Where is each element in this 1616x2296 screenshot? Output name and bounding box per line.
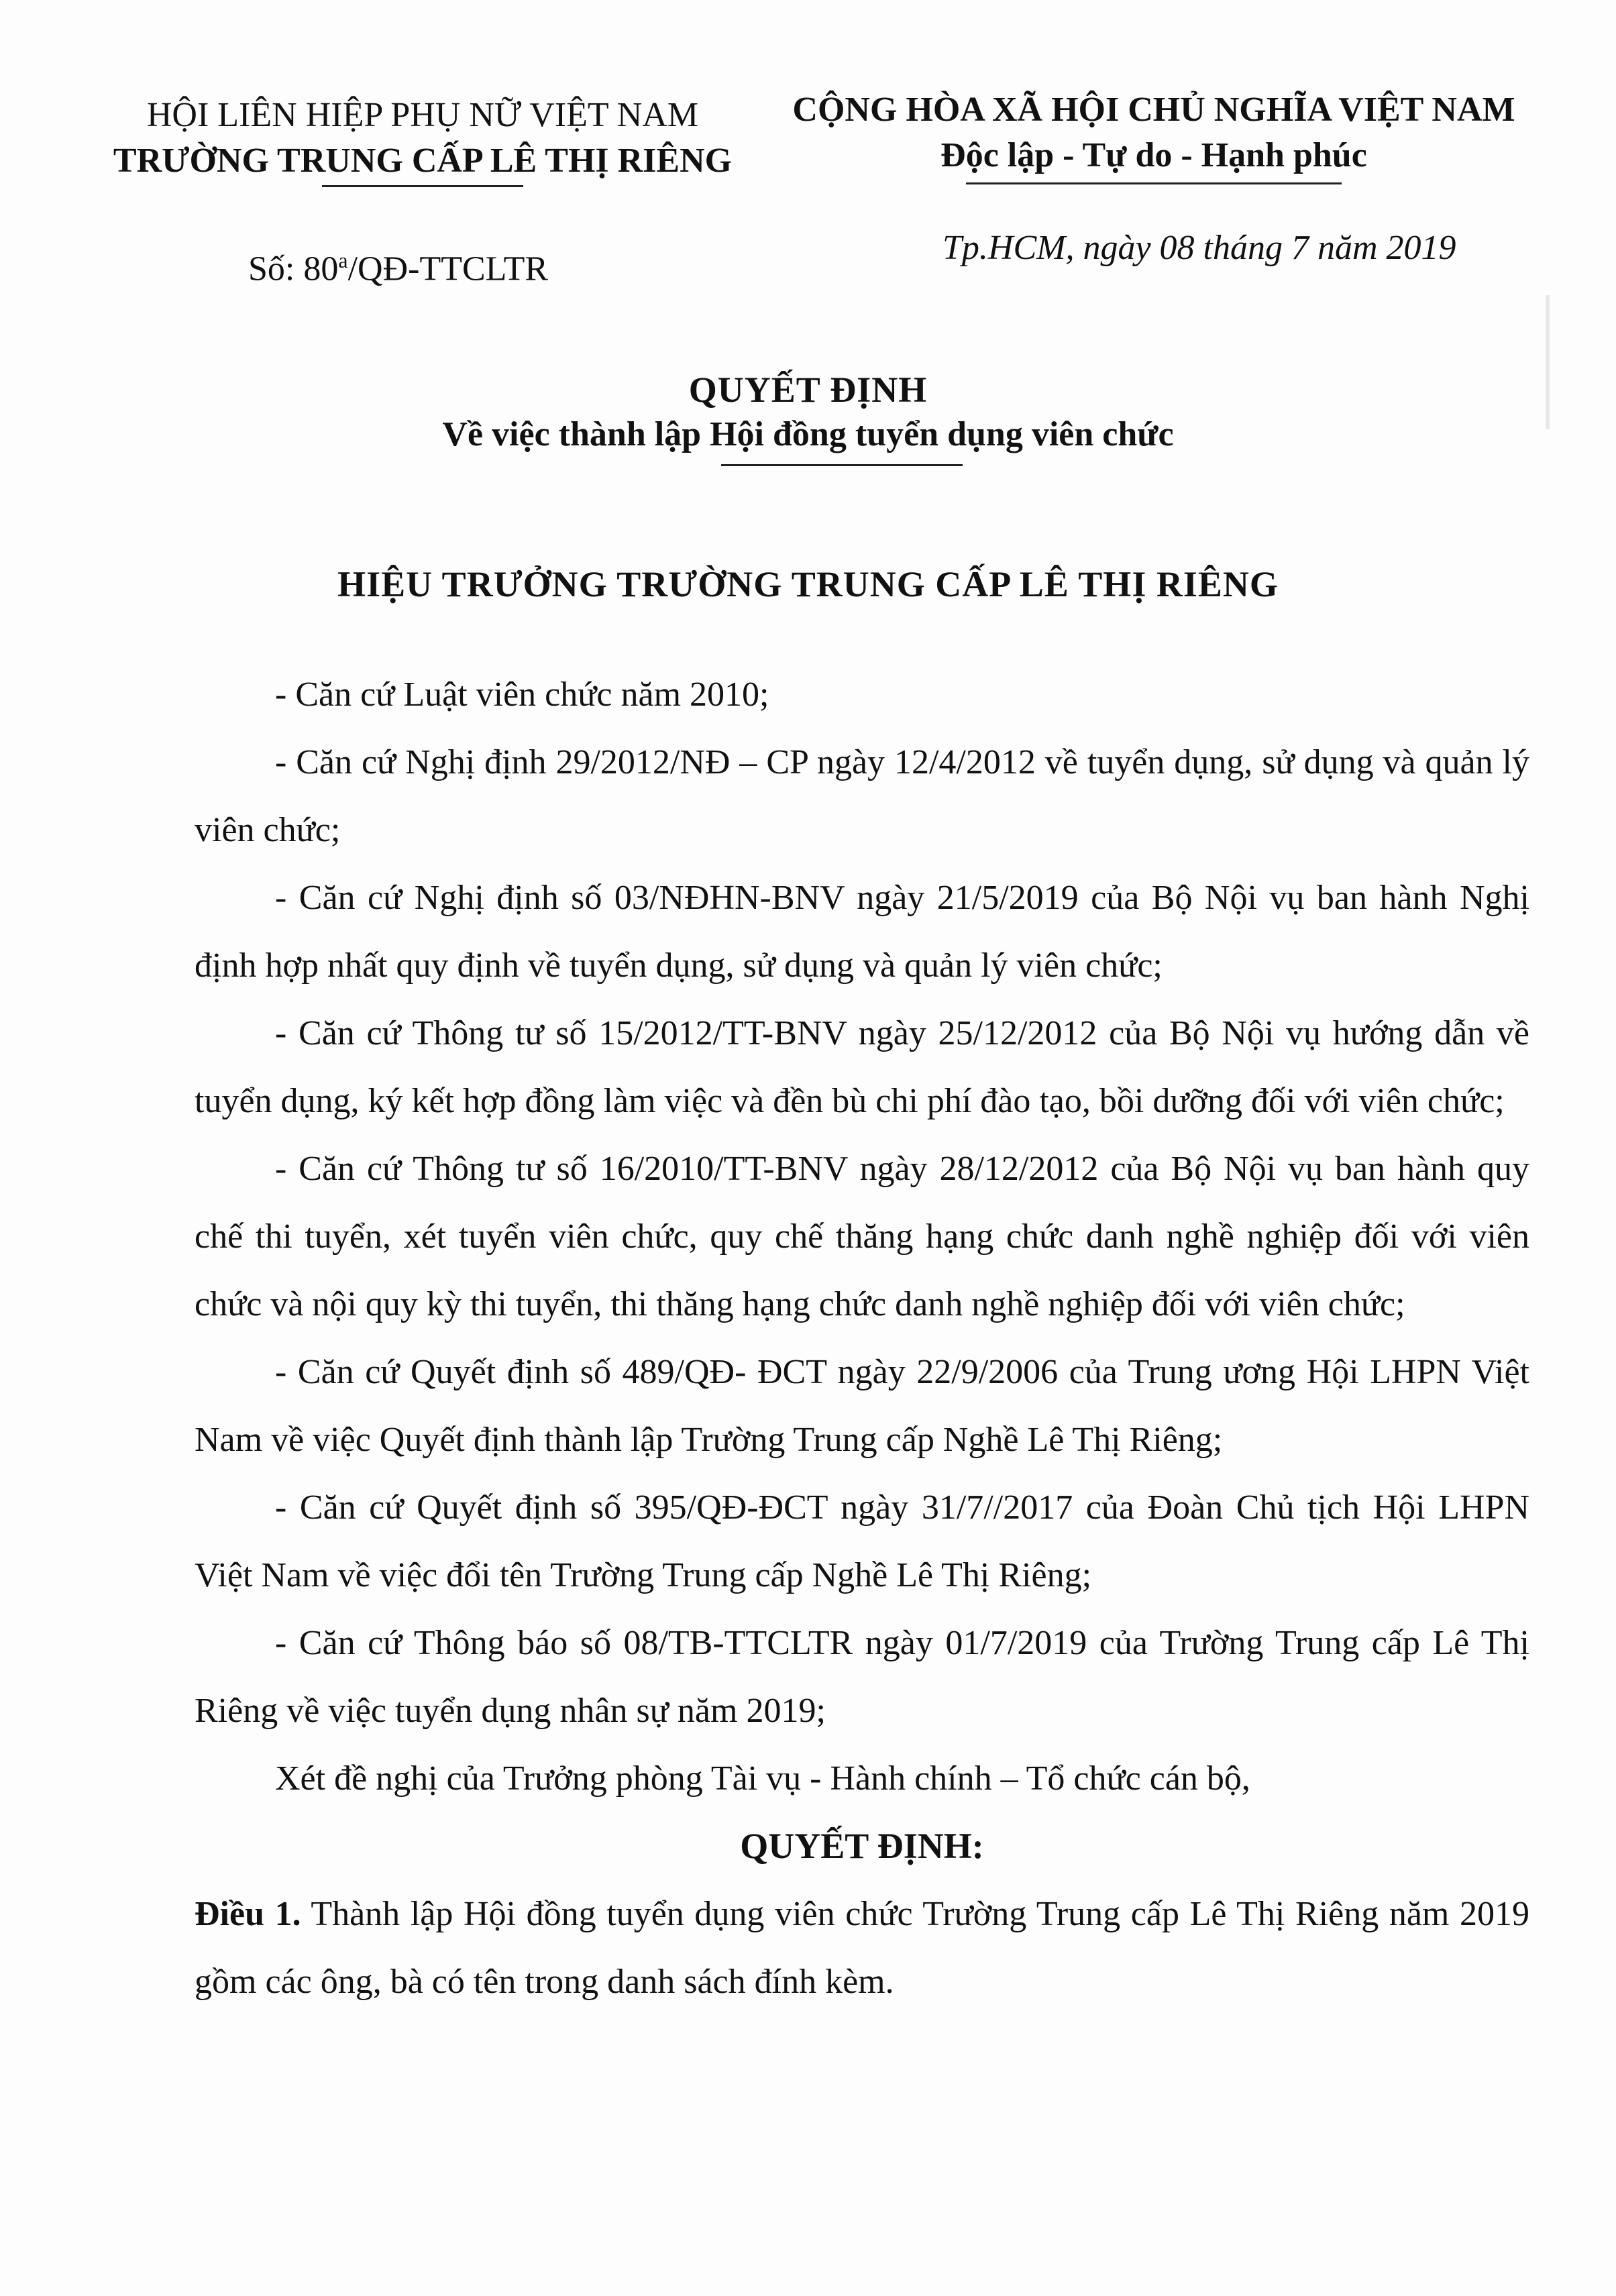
issuing-authority: HIỆU TRƯỞNG TRƯỜNG TRUNG CẤP LÊ THỊ RIÊNG	[337, 564, 1279, 604]
decision-heading: QUYẾT ĐỊNH:	[740, 1826, 984, 1866]
proposal-line: Xét đề nghị của Trưởng phòng Tài vụ - Hành chính – Tổ chức cán bộ,	[275, 1759, 1250, 1798]
article-1-text: Thành lập Hội đồng tuyển dụng viên chức Trường Trung cấp Lê Thị Riêng năm 2019 gồm các ông, bà có tên trong danh sách đính kèm.	[195, 1895, 1529, 2001]
country-name: CỘNG HÒA XÃ HỘI CHỦ NGHĨA VIỆT NAM	[792, 91, 1515, 129]
document-type-title: QUYẾT ĐỊNH	[688, 370, 928, 410]
national-motto: Độc lập - Tự do - Hạnh phúc	[940, 136, 1367, 174]
legal-ground: - Căn cứ Thông tư số 15/2012/TT-BNV ngày 25/12/2012 của Bộ Nội vụ hướng dẫn về tuyển dụng, ký kết hợp đồng làm việc và đền bù chi phí đào tạo, bồi dưỡng đối với viên chức;	[195, 1014, 1529, 1120]
margin-mark-icon	[1536, 295, 1563, 429]
legal-ground: - Căn cứ Luật viên chức năm 2010;	[275, 675, 769, 714]
organization-name: TRƯỜNG TRUNG CẤP LÊ THỊ RIÊNG	[113, 142, 733, 180]
article-1	[195, 1880, 1529, 2016]
subject-underline	[721, 464, 963, 466]
organization-underline	[322, 185, 523, 187]
document-body	[195, 661, 1529, 2016]
motto-underline	[966, 182, 1342, 184]
document-number-prefix: Số: 80	[248, 250, 339, 288]
legal-ground: - Căn cứ Thông báo số 08/TB-TTCLTR ngày 01/7/2019 của Trường Trung cấp Lê Thị Riêng về việc tuyển dụng nhân sự năm 2019;	[195, 1624, 1529, 1730]
national-header-block	[765, 87, 1543, 184]
place-and-date: Tp.HCM, ngày 08 tháng 7 năm 2019	[942, 229, 1456, 267]
document-subject: Về việc thành lập Hội đồng tuyển dụng viên chức	[442, 415, 1174, 453]
legal-ground: - Căn cứ Quyết định số 489/QĐ- ĐCT ngày 22/9/2006 của Trung ương Hội LHPN Việt Nam về việc Quyết định thành lập Trường Trung cấp Nghề Lê Thị Riêng;	[195, 1353, 1529, 1459]
issuing-organization-block	[101, 93, 745, 187]
parent-organization: HỘI LIÊN HIỆP PHỤ NỮ VIỆT NAM	[146, 96, 699, 134]
article-1-label: Điều 1.	[195, 1895, 301, 1933]
legal-ground: - Căn cứ Quyết định số 395/QĐ-ĐCT ngày 31/7//2017 của Đoàn Chủ tịch Hội LHPN Việt Nam về việc đổi tên Trường Trung cấp Nghề Lê Thị Riêng;	[195, 1488, 1529, 1594]
legal-ground: - Căn cứ Nghị định số 03/NĐHN-BNV ngày 21/5/2019 của Bộ Nội vụ ban hành Nghị định hợp nhất quy định về tuyển dụng, sử dụng và quản lý viên chức;	[195, 879, 1529, 985]
legal-ground: - Căn cứ Thông tư số 16/2010/TT-BNV ngày 28/12/2012 của Bộ Nội vụ ban hành quy chế thi tuyển, xét tuyển viên chức, quy chế thăng hạng chức danh nghề nghiệp đối với viên chức và nội quy kỳ thi tuyển, thi thăng hạng chức danh nghề nghiệp đối với viên chức;	[195, 1150, 1529, 1323]
legal-ground: - Căn cứ Nghị định 29/2012/NĐ – CP ngày 12/4/2012 về tuyển dụng, sử dụng và quản lý viên chức;	[195, 743, 1529, 849]
document-number	[248, 248, 548, 288]
document-number-superscript: a	[338, 248, 348, 272]
document-number-suffix: /QĐ-TTCLTR	[347, 250, 549, 288]
